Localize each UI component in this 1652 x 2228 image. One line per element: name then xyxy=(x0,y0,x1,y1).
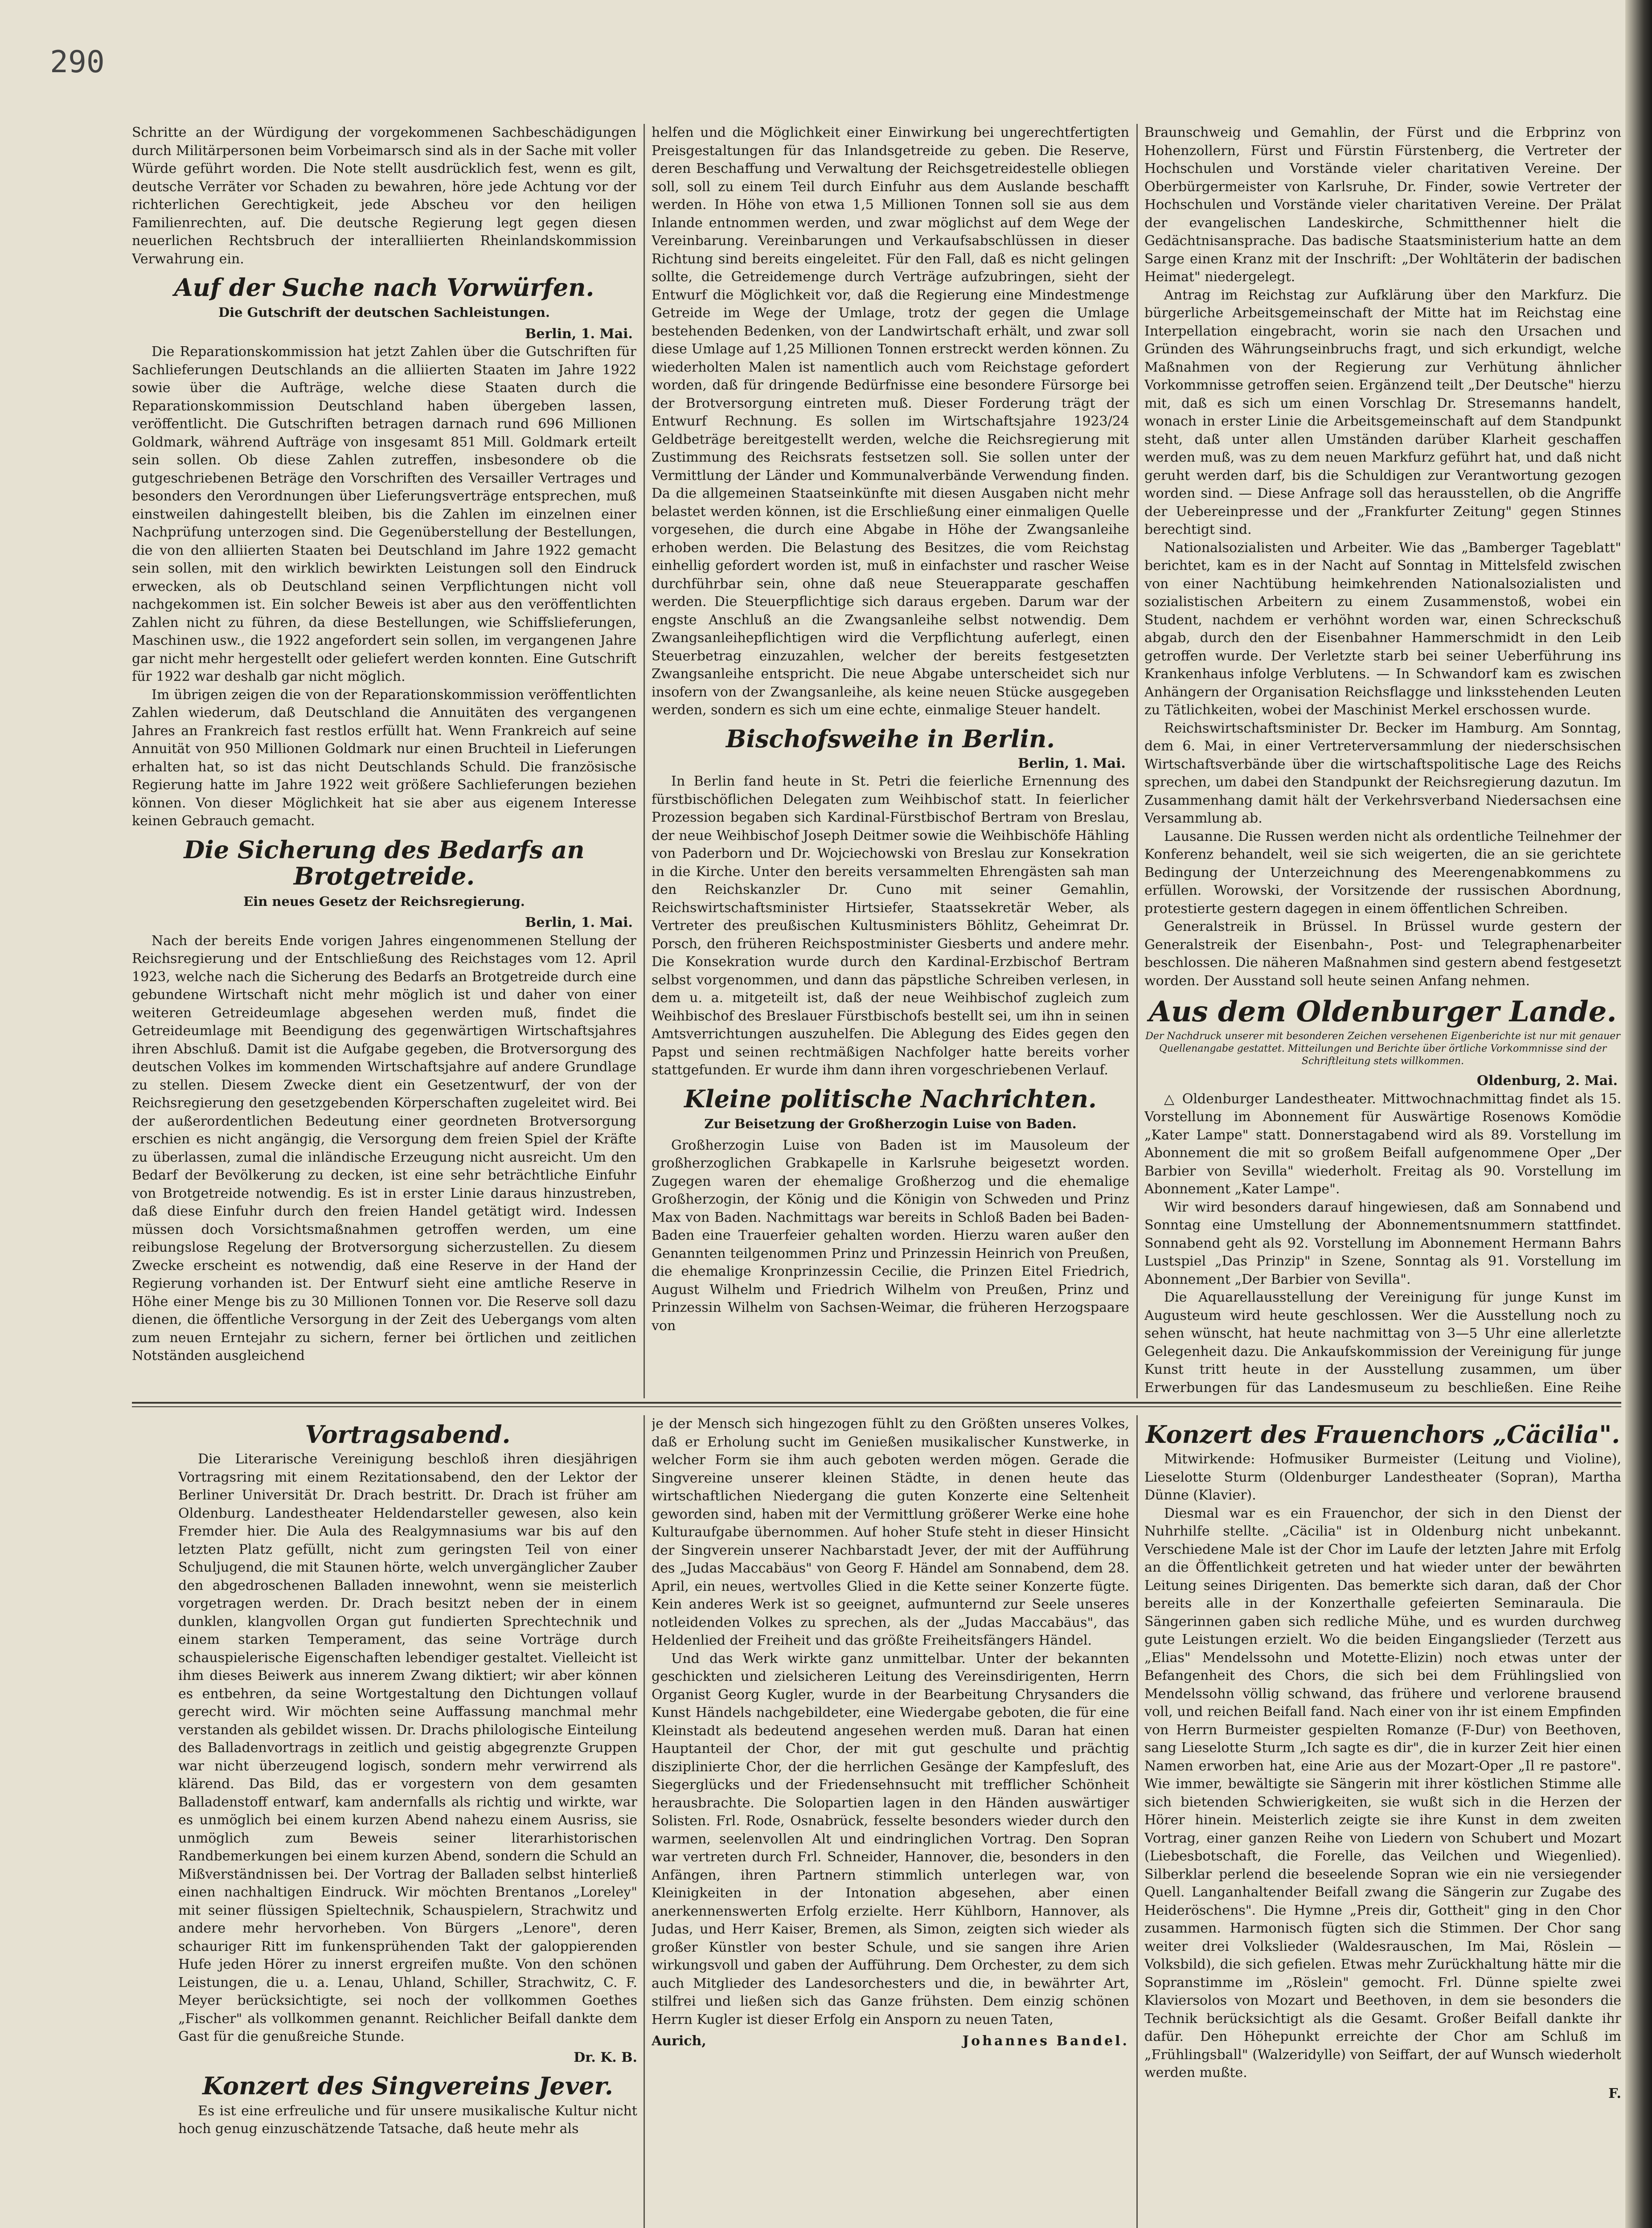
dateline: Berlin, 1. Mai. xyxy=(525,915,633,931)
headline-vortragsabend: Vortragsabend. xyxy=(305,1420,511,1449)
feuilleton-divider xyxy=(132,1406,1621,1407)
headline-vorwuerfe: Auf der Suche nach Vorwürfen. xyxy=(174,273,594,302)
place-signature: Aurich, xyxy=(652,2033,706,2049)
subheadline-gutschrift: Die Gutschrift der deutschen Sachleistungen. xyxy=(218,305,550,320)
author-signature: Johannes Bandel. xyxy=(962,2033,1129,2049)
article-paragraph: Im übrigen zeigen die von der Reparationskommission veröffentlichten Zahlen wiederum, daß Deutschland die Annuitäten des vergangenen Jahres an Frankreich fast restlos erfüllt hat. Wenn Frankreich auf seine Annuität von 950 Millionen Goldmark nur einen Bruchteil in Lieferungen erhalten hat, so ist das nicht Deutschlands Schuld. Die französische Regierung hatte im Jahre 1922 weit größere Sachlieferungen beziehen können. Von dieser Möglichkeit hat sie aber aus eigenem Interesse keinen Gebrauch gemacht. xyxy=(132,687,636,829)
news-item: Antrag im Reichstag zur Aufklärung über den Markfurz. Die bürgerliche Arbeitsgemeinschaft der Mitte hat im Reichstag eine Interpellation eingebracht, worin sie nach den Ursachen und Gründen des Währungseinbruchs fragt, und sich erkundigt, welche Maßnahmen von der Regierung zur Verhütung ähnlicher Vorkommnisse getroffen seien. Ergänzend teilt „Der Deutsche" hierzu mit, daß es sich um einen Vorschlag Dr. Stresemanns handelt, wonach in erster Linie die Arbeitsgemeinschaft auf dem Standpunkt steht, daß unter allen Umständen darüber Klarheit geschaffen werden muß, was zu dem neuen Markfurz geführt hat, und daß nicht geruht werden darf, bis die Schuldigen zur Verantwortung gezogen worden sind. — Diese Anfrage soll das herausstellen, ob die Angriffe der Uebereinpresse und der „Frankfurter Zeitung" gegen Stinnes berechtigt sind. xyxy=(1144,287,1621,537)
news-item: Reichswirtschaftsminister Dr. Becker im Hamburg. Am Sonntag, dem 6. Mai, in einer Vertreterversammlung der niederschsischen Wirtschaftsverbände über die wirtschaftspolitische Lage des Reichs sprechen, um dabei den Standpunkt der Reichsregierung dazutun. Im Zusammenhang damit hält der Verkehrsverband Niedersachsen eine Versammlung ab. xyxy=(1144,720,1621,826)
headline-kleine-nachrichten: Kleine politische Nachrichten. xyxy=(684,1084,1097,1113)
headline-oldenburger-lande: Aus dem Oldenburger Lande. xyxy=(1149,995,1617,1028)
review-paragraph: Es ist eine erfreuliche und für unsere musikalische Kultur nicht hoch genug einzuschätzende Tatsache, daß heute mehr als xyxy=(178,2103,637,2137)
page-number: 290 xyxy=(50,45,105,80)
dateline: Berlin, 1. Mai. xyxy=(1018,755,1126,771)
lower-column-1 xyxy=(178,1415,637,2228)
column-rule xyxy=(1136,1415,1138,2228)
local-news-item: Wir wird besonders darauf hingewiesen, daß am Sonnabend und Sonntag eine Umstellung der Abonnementsnummern stattfindet. Sonnabend geht als 92. Vorstellung im Abonnement Hermann Bahrs Lustspiel „Das Prinzip" in Szene, Sonntag als 91. Vorstellung im Abonnement „Der Barbier von Sevilla". xyxy=(1144,1199,1621,1287)
headline-brotgetreide: Die Sicherung des Bedarfs an Brotgetreide. xyxy=(184,835,585,891)
page-binding-shadow xyxy=(1625,0,1652,2228)
review-paragraph: Und das Werk wirkte ganz unmittelbar. Unter der bekannten geschickten und zielsicheren Leitung des Vereinsdirigenten, Herrn Organist Georg Kugler, wurde in der Bearbeitung Chrysanders die Kunst Händels nachgebildeter, eine Wiedergabe geboten, die für eine Kleinstadt als bedeutend angesehen werden muß. Daran hat einen Hauptanteil der Chor, der mit gut geschulte und prächtig disziplinierte Chor, der die herrlichen Gesänge der Kampfesluft, des Siegerglücks und der Friedensehnsucht mit trefflicher Schönheit herausbrachte. Die Solopartien lagen in den Händen auswärtiger Solisten. Frl. Rode, Osnabrück, fesselte besonders wieder durch den warmen, seelenvollen Alt und eindringlichen Vortrag. Den Sopran war vertreten durch Frl. Schneider, Hannover, die, besonders in den Anfängen, ihren Partnern stimmlich unterlegen war, von Kleinigkeiten in der Intonation abgesehen, aber einen anerkennenswerten Erfolg erzielte. Herr Kühlborn, Hannover, als Judas, und Herr Kaiser, Bremen, als Simon, zeigten sich wieder als großer Künstler von bester Schule, und sie sangen ihre Arien wirkungsvoll und gaben der Aufführung. Dem Orchester, zu dem sich auch Mitglieder des Landesorchesters und die, in bewährter Art, stilfrei und ließen sich das Ganze frühsten. Dem einzig schönen Herrn Kugler ist dieser Erfolg ein Ansporn zu neuen Taten, xyxy=(652,1651,1129,2027)
article-paragraph: helfen und die Möglichkeit einer Einwirkung bei ungerechtfertigten Preisgestaltungen für das Inlandsgetreide zu geben. Die Reserve, deren Beschaffung und Verwaltung der Reichsgetreidestelle obliegen soll, soll zu einem Teil durch Einfuhr aus dem Auslande beschafft werden. In Höhe von etwa 1,5 Millionen Tonnen soll sie aus dem Inlande entnommen werden, und zwar möglichst auf dem Wege der Vereinbarung. Vereinbarungen und Verkaufsabschlüssen in dieser Richtung sind bereits eingeleitet. Für den Fall, daß es nicht gelingen sollte, die Getreidemenge durch Verträge aufzubringen, sieht der Entwurf die Möglichkeit vor, daß die Regierung eine Mindestmenge Getreide im Wege der Umlage, trotz der gegen die Umlage bestehenden Bedenken, von der Landwirtschaft erhält, und zwar soll diese Umlage auf 1,25 Millionen Tonnen erstreckt werden können. Zu wiederholten Malen ist namentlich auch vom Reichstage gefordert worden, daß für dringende Bedürfnisse eine besondere Fürsorge bei der Brotversorgung eintreten muß. Dieser Forderung trägt der Entwurf Rechnung. Es sollen im Wirtschaftsjahre 1923/24 Geldbeträge bereitgestellt werden, welche die Reichsregierung mit Zustimmung des Reichsrats festsetzen soll. Sie sollen unter der Vermittlung der Länder und Kommunalverbände Verwendung finden. Da die allgemeinen Staatseinkünfte mit diesen Ausgaben nicht mehr belastet werden können, ist die Erschließung einer einmaligen Quelle vorgesehen, die durch eine Abgabe in Höhe der Zwangsanleihe erhoben werden. Die Belastung des Besitzes, die vom Reichstag einhellig gefordert worden ist, muß in einfachster und rascher Weise durchführbar sein, ohne daß neue Steuerapparate geschaffen werden. Die Steuerpflichtige sich daraus ergeben. Darum war der engste Anschluß an die Zwangsanleihe selbst notwendig. Dem Zwangsanleihepflichtigen wird die Verpflichtung auferlegt, einen Steuerbetrag einzuzahlen, welcher der bereits festgesetzten Zwangsanleihe entspricht. Die neue Abgabe unterscheidet sich nur insofern von der Zwangsanleihe, als keine neuen Stücke ausgegeben werden, sondern es sich um eine echte, einmalige Steuer handelt. xyxy=(652,125,1129,718)
news-item: Nationalsozialisten und Arbeiter. Wie das „Bamberger Tageblatt" berichtet, kam es in der Nacht auf Sonntag in Mittelsfeld zwischen von einer Nachtübung heimkehrenden Nationalsozialisten und sozialistischen Arbeitern zu einem Zusammenstoß, wobei ein Student, nachdem er verhöhnt worden war, einen Schreckschuß abgab, durch den der Eisenbahner Hammerschmidt in den Leib getroffen wurde. Der Verletzte starb bei seiner Ueberführung ins Krankenhaus infolge Verblutens. — In Schwandorf kam es zwischen Anhängern der Organisation Reichsflagge und linksstehenden Leuten zu Tätlichkeiten, wobei der Maschinist Merkel erschossen wurde. xyxy=(1144,540,1621,718)
article-continuation: Schritte an der Würdigung der vorgekommenen Sachbeschädigungen durch Militärpersonen beim Vorbeimarsch sind als in der Sache mit voller Würde geführt worden. Die Note stellt ausdrücklich fest, wenn es gilt, deutsche Verräter vor Schaden zu bewahren, höre jede Achtung vor der richterlichen Gerechtigkeit, jede Abscheu vor den heiligen Familienrechten, auf. Die deutsche Regierung legt gegen diesen neuerlichen Rechtsbruch der interalliierten Rheinlandskommission Verwahrung ein. xyxy=(132,125,636,267)
column-3 xyxy=(1144,124,1621,1398)
column-rule xyxy=(644,124,645,1398)
author-signature: F. xyxy=(1608,2085,1621,2101)
article-paragraph: Nach der bereits Ende vorigen Jahres eingenommenen Stellung der Reichsregierung und der Entschließung des Reichstages vom 12. April 1923, welche nach die Sicherung des Bedarfs an Brotgetreide durch eine gebundene Wirtschaft nicht mehr möglich ist und daher von einer weiteren Getreideumlage abgesehen werden muß, findet die Getreideumlage mit Beendigung des gegenwärtigen Wirtschaftsjahres ihren Abschluß. Damit ist die Aufgabe gegeben, die Brotversorgung des deutschen Volkes im kommenden Wirtschaftsjahre auf andere Grundlage zu stellen. Diesem Zwecke dient ein Gesetzentwurf, der von der Reichsregierung den gesetzgebenden Körperschaften zugeleitet wird. Bei der außerordentlichen Bedeutung einer geordneten Brotversorgung erschien es nicht angängig, die Versorgung dem freien Spiel der Kräfte zu überlassen, zumal die inländische Erzeugung nicht ausreicht. Um den Bedarf der Bevölkerung zu decken, ist eine sehr beträchtliche Einfuhr von Brotgetreide notwendig. Es ist in erster Linie daraus hinzustreben, daß diese Einfuhr durch den freien Handel getätigt wird. Indessen müssen doch Vorsichtsmaßnahmen getroffen werden, um eine reibungslose Regelung der Brotversorgung sicherzustellen. Zu diesem Zwecke erscheint es notwendig, daß eine Reserve in der Hand der Regierung vorhanden ist. Der Entwurf sieht eine amtliche Reserve in Höhe einer Menge bis zu 30 Millionen Tonnen vor. Die Reserve soll dazu dienen, die öffentliche Versorgung in der Zeit des Uebergangs vom alten zum neuen Erntejahr zu sichern, ferner bei örtlichen und zeitlichen Notständen ausgleichend xyxy=(132,933,636,1364)
column-rule xyxy=(1136,124,1138,1398)
headline-bischofsweihe: Bischofsweihe in Berlin. xyxy=(726,724,1055,753)
article-paragraph: Die Reparationskommission hat jetzt Zahlen über die Gutschriften für Sachlieferungen Deutschlands an die alliierten Staaten im Jahre 1922 sowie über die Aufträge, welche diese Staaten durch die Reparationskommission Deutschland haben übergeben lassen, veröffentlicht. Die Gutschriften betragen darnach rund 696 Millionen Goldmark, während Aufträge von insgesamt 851 Mill. Goldmark erteilt sein sollen. Ob diese Zahlen zutreffen, insbesondere ob die gutgeschriebenen Beträge den Vorschriften des Versailler Vertrages und besonders den Verordnungen über Lieferungsverträge entsprechen, muß einstweilen dahingestellt bleiben, bis die Zahlen im einzelnen einer Nachprüfung unterzogen sind. Die Gegenüberstellung der Bestellungen, die von den alliierten Staaten bei Deutschland im Jahre 1922 gemacht sein sollen, mit den wirklich bewirkten Leistungen soll den Eindruck erwecken, als ob Deutschland seinen Verpflichtungen nicht voll nachgekommen ist. Ein solcher Beweis ist aber aus den veröffentlichten Zahlen nicht zu führen, da diese Bestellungen, wie Schiffslieferungen, Maschinen usw., die 1922 angefordert sein sollen, im vergangenen Jahre gar nicht mehr hergestellt oder geliefert werden konnten. Eine Gutschrift für 1922 war deshalb gar nicht möglich. xyxy=(132,344,636,685)
lower-column-3 xyxy=(1144,1415,1621,2228)
column-2 xyxy=(652,124,1129,1398)
article-paragraph: Braunschweig und Gemahlin, der Fürst und die Erbprinz von Hohenzollern, Fürst und Fürstin Fürstenberg, die Vertreter der Hochschulen und Vorstände vieler charitativen Vereine. Der Oberbürgermeister von Karlsruhe, Dr. Finder, sowie Vertreter der Hochschulen und Vorstände vieler charitativen Vereine. Der Prälat der evangelischen Landeskirche, Schmitthenner hielt die Gedächtnisansprache. Das badische Staatsministerium hatte an dem Sarge einen Kranz mit der Inschrift: „Der Wohltäterin der badischen Heimat" niedergelegt. xyxy=(1144,125,1621,285)
article-paragraph: In Berlin fand heute in St. Petri die feierliche Ernennung des fürstbischöflichen Delegaten zum Weihbischof statt. In feierlicher Prozession begaben sich Kardinal-Fürstbischof Bertram von Breslau, der neue Weihbischof Joseph Deitmer sowie die Weihbischöfe Hähling von Paderborn und Dr. Wojciechowski von Breslau zur Konsekration in die Kirche. Unter den bereits versammelten Ehrengästen sah man den Reichskanzler Dr. Cuno mit seiner Gemahlin, Reichswirtschaftsminister Hirtsiefer, Staatssekretär Weber, als Vertreter des preußischen Kultusministers Böhlitz, Geheimrat Dr. Porsch, den früheren Reichspostminister Giesberts und andere mehr. Die Konsekration wurde durch den Kardinal-Erzbischof Bertram selbst vorgenommen, und dann das päpstliche Schreiben verlesen, in dem u. a. mitgeteilt ist, daß der neue Weihbischof zugleich zum Weihbischof des Breslauer Fürstbischofs bestellt sei, um ihn in seinen Amtsverrichtungen auszuhelfen. Die Ablegung des Eides gegen den Papst und seinen rechtmäßigen Nachfolger hatte bereits vorher stattgefunden. Er wurde ihm dann ihren vorgeschriebenen Verlauf. xyxy=(652,774,1129,1078)
headline-singverein-jever: Konzert des Singvereins Jever. xyxy=(202,2072,613,2101)
column-1 xyxy=(132,124,636,1398)
article-paragraph: Großherzogin Luise von Baden ist im Mausoleum der großherzoglichen Grabkapelle in Karlsruhe beigesetzt worden. Zugegen waren der ehemalige Großherzog und die ehemalige Großherzogin, der König und die Königin von Schweden und Prinz Max von Baden. Nachmittags war bereits in Schloß Baden bei Baden-Baden eine Trauerfeier gehalten worden. Hierzu waren außer den Genannten teilgenommen Prinz und Prinzessin Heinrich von Preußen, die ehemalige Kronprinzessin Cecilie, die Prinzen Eitel Friedrich, August Wilhelm und Friedrich Wilhelm von Preußen, Prinz und Prinzessin Wilhelm von Sachsen-Weimar, die früheren Herzogspaare von xyxy=(652,1137,1129,1334)
subheadline-beisetzung: Zur Beisetzung der Großherzogin Luise von Baden. xyxy=(704,1116,1077,1132)
news-item: Lausanne. Die Russen werden nicht als ordentliche Teilnehmer der Konferenz behandelt, weil sie sich weigerten, die an sie gerichtete Bedingung der Unterzeichnung des Meerengenabkommens zu erfüllen. Worowski, der Vorsitzende der russischen Abordnung, protestierte gestern dagegen in einem öffentlichen Schreiben. xyxy=(1144,828,1621,917)
signature-line xyxy=(652,2032,1129,2051)
reprint-note: Der Nachdruck unserer mit besonderen Zeichen versehenen Eigenberichte ist nur mit genauer Quellenangabe gestattet. Mitteilungen und Berichte über örtliche Vorkommnisse sind der Schriftleitung stets willkommen. xyxy=(1145,1031,1620,1067)
local-news-item: △ Oldenburger Landestheater. Mittwochnachmittag findet als 15. Vorstellung im Abonnement für Auswärtige Rosenows Komödie „Kater Lampe" statt. Donnerstagabend wird als 89. Vorstellung im Abonnement die mit so großem Beifall aufgenommene Oper „Der Barbier von Sevilla" wiederholt. Freitag als 90. Vorstellung im Abonnement „Kater Lampe". xyxy=(1144,1091,1621,1197)
column-rule xyxy=(644,1415,645,2228)
author-signature: Dr. K. B. xyxy=(574,2049,637,2065)
review-paragraph: Die Literarische Vereinigung beschloß ihren diesjährigen Vortragsring mit einem Rezitationsabend, den der Lektor der Berliner Universität Dr. Drach bestritt. Dr. Drach ist früher am Oldenburg. Landestheater Heldendarsteller gewesen, also kein Fremder hier. Die Aula des Realgymnasiums war bis auf den letzten Platz gefüllt, nicht zum geringsten Teil von einer Schuljugend, die mit Staunen hörte, welch unvergänglicher Zauber den abgedroschenen Balladen innewohnt, wenn sie meisterlich vorgetragen werden. Dr. Drach besitzt neben der in einem dunklen, klangvollen Organ gut fundierten Sprechtechnik und einem starken Temperament, das seine Vorträge durch schauspielerische Eigenschaften lebendiger gestaltet. Vielleicht ist ihm dieses Beiwerk aus innerem Zwang diktiert; wir aber können es entbehren, da seine Wortgestaltung den Dichtungen vollauf gerecht wird. Wir möchten seine Auffassung manchmal mehr verstanden als gebildet wissen. Dr. Drachs philologische Einteilung des Balladenvortrags in zeitlich und geistig abgegrenzte Gruppen war nicht überzeugend logisch, sondern mehr verwirrend als klärend. Das Bild, das er vorgestern von dem gesamten Balladenstoff entwarf, kam andernfalls als richtig und wirkte, war es unmöglich bei einem kurzen Abend nahezu einem Ausriss, sie unmöglich zum Beweis seiner literarhistorischen Randbemerkungen bei einem kurzen Abend, sondern die Schuld an Mißverständnissen bei. Der Vortrag der Balladen selbst hinterließ einen nachhaltigen Eindruck. Wir möchten Brentanos „Loreley" mit seiner flüssigen Spieltechnik, Schauspielern, Strachwitz und andere mehr hervorheben. Von Bürgers „Lenore", deren schauriger Ritt im funkensprühenden Takt der galoppierenden Hufe jeden Hörer zu innerst ergreifen mußte. Von den schönen Leistungen, die u. a. Lenau, Uhland, Schiller, Strachwitz, C. F. Meyer berücksichtigte, sei noch der vollkommen Goethes „Fischer" als vollkommen genannt. Reichlicher Beifall dankte dem Gast für die genußreiche Stunde. xyxy=(178,1451,637,2045)
review-paragraph: Diesmal war es ein Frauenchor, der sich in den Dienst der Nuhrhilfe stellte. „Cäcilia" ist in Oldenburg nicht unbekannt. Verschiedene Male ist der Chor im Laufe der letzten Jahre mit Erfolg an die Öffentlichkeit getreten und hat wieder unter der bewährten Leitung seines Dirigenten. Das bemerkte sich daran, daß der Chor bereits alle in der Konzerthalle gefeierten Seminaraula. Die Sängerinnen gaben sich redliche Mühe, und es wurden durchweg gute Leistungen erzielt. Wo die beiden Eingangslieder (Terzett aus „Elias" Mendelssohn und Motette-Elizin) noch etwas unter der Befangenheit des Chors, die sich bei dem Frühlingslied von Mendelssohn völlig schwand, das frühere und verlorene brausend voll, und reichen Beifall fand. Nach einer von ihr ist einem Empfinden von Herrn Burmeister gespielten Romanze (F-Dur) von Beethoven, sang Lieselotte Sturm „Ich sagte es dir", die in kurzer Zeit hier einen Namen erworben hat, eine Arie aus der Mozart-Oper „Il re pastore". Wie immer, bewältigte sie Sängerin mit ihrer köstlichen Stimme alle sich bietenden Schwierigkeiten, sie wußt sich in die Herzen der Hörer hinein. Meisterlich zeigte sie ihre Kunst in dem zweiten Vortrag, einer ganzen Reihe von Liedern von Schubert und Mozart (Liebesbotschaft, die Forelle, das Veilchen und Wiegenlied). Silberklar perlend die beseelende Sopran wie ein nie versiegender Quell. Langanhaltender Beifall zwang die Sängerin zur Zugabe des Heideröschens". Die Hymne „Preis dir, Gottheit" ging in den Chor zusammen. Harmonisch fügten sich die Stimmen. Der Chor sang weiter drei Volkslieder (Waldesrauschen, Im Mai, Röslein — Volksbild), die sich gefielen. Etwas mehr Zurückhaltung hätte mir die Sopranstimme im „Röslein" gemocht. Frl. Dünne spielte zwei Klaviersolos von Mozart und Beethoven, in dem sie besonders die Technik berücksichtigt als die Gesamt. Großer Beifall dankte ihr dafür. Den Höhepunkt erreichte der Chor am Schluß im „Frühlingsball" (Walzeridylle) von Seiffart, der auf Wunsch wiederholt werden mußte. xyxy=(1144,1505,1621,2081)
review-paragraph: Mitwirkende: Hofmusiker Burmeister (Leitung und Violine), Lieselotte Sturm (Oldenburger Landestheater (Sopran), Martha Dünne (Klavier). xyxy=(1144,1451,1621,1503)
subheadline-gesetz: Ein neues Gesetz der Reichsregierung. xyxy=(243,893,525,909)
local-news-item: Die Aquarellausstellung der Vereinigung für junge Kunst im Augusteum wird heute geschlossen. Wer die Ausstellung noch zu sehen wünscht, hat heute nachmittag von 3—5 Uhr eine allerletzte Gelegenheit dazu. Die Ankaufskommission der Vereinigung für junge Kunst tritt heute in der Ausstellung zusammen, um über Erwerbungen für das Landesmuseum zu beschließen. Eine Reihe xyxy=(1144,1290,1621,1396)
dateline: Berlin, 1. Mai. xyxy=(525,326,633,342)
lower-column-2 xyxy=(652,1415,1129,2228)
headline-frauenchor-caecilia: Konzert des Frauenchors „Cäcilia". xyxy=(1145,1420,1620,1449)
news-item: Generalstreik in Brüssel. In Brüssel wurde gestern der Generalstreik der Eisenbahn-, Post- und Telegraphenarbeiter beschlossen. Die näheren Maßnahmen sind gestern abend festgesetzt worden. Der Ausstand soll heute seinen Anfang nehmen. xyxy=(1144,919,1621,989)
feuilleton-divider xyxy=(132,1402,1621,1404)
dateline: Oldenburg, 2. Mai. xyxy=(1476,1073,1618,1089)
review-paragraph: je der Mensch sich hingezogen fühlt zu den Größten unseres Volkes, daß er Erholung sucht im Genießen musikalischer Kunstwerke, in welcher Form sie ihm auch geboten werden mögen. Gerade die Singvereine unserer kleinen Städte, in denen heute das wirtschaftlichen Niedergang die guten Konzerte eine Seltenheit geworden sind, haben mit der Vermittlung größerer Werke eine hohe Kulturaufgabe übernommen. Auf hoher Stufe steht in dieser Hinsicht der Singverein unserer Nachbarstadt Jever, der mit der Aufführung des „Judas Maccabäus" von Georg F. Händel am Sonnabend, dem 28. April, ein neues, wertvolles Glied in die Kette seiner Konzerte fügte. Kein anderes Werk ist so geeignet, aufmunternd zur Seele unseres notleidenden Volkes zu sprechen, als der „Judas Maccabäus", das Heldenlied der Freiheit und das größte Freiheitsfängers Händel. xyxy=(652,1416,1129,1648)
